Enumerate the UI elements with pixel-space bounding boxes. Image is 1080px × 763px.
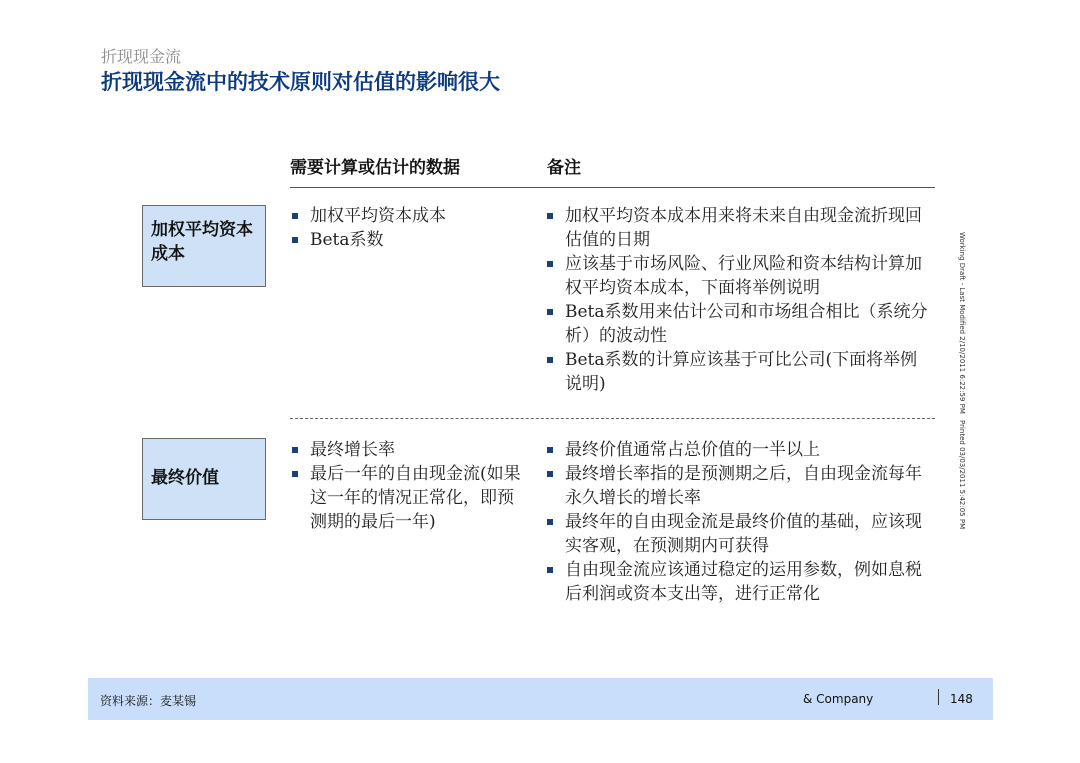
row-label-terminal-value: 最终价值: [142, 438, 266, 520]
page-title: 折现现金流中的技术原则对估值的影响很大: [101, 70, 500, 94]
working-draft-note: Working Draft - Last Modified 2/10/2011 6:22:59 PM: [958, 232, 966, 414]
list-item: 最终价值通常占总价值的一半以上: [545, 438, 930, 462]
list-item: 最后一年的自由现金流(如果这一年的情况正常化，即预测期的最后一年): [290, 462, 522, 534]
row2-data-list: [290, 438, 522, 534]
row2-notes-list: [545, 438, 930, 606]
row1-data-list: [290, 204, 520, 252]
list-item: Beta系数用来估计公司和市场组合相比（系统分析）的波动性: [545, 300, 930, 348]
list-item: 加权平均资本成本: [290, 204, 520, 228]
list-item: Beta系数: [290, 228, 520, 252]
list-item: 最终增长率: [290, 438, 522, 462]
header-divider: [290, 187, 935, 188]
list-item: 最终增长率指的是预测期之后，自由现金流每年永久增长的增长率: [545, 462, 930, 510]
page-divider: [938, 689, 939, 705]
page-number: 148: [950, 692, 973, 706]
list-item: Beta系数的计算应该基于可比公司(下面将举例说明): [545, 348, 930, 396]
list-item: 应该基于市场风险、行业风险和资本结构计算加权平均资本成本，下面将举例说明: [545, 252, 930, 300]
list-item: 加权平均资本成本用来将未来自由现金流折现回估值的日期: [545, 204, 930, 252]
company-name: & Company: [803, 692, 874, 706]
section-subtitle: 折现现金流: [101, 47, 182, 66]
column-header-data: 需要计算或估计的数据: [290, 158, 460, 178]
row1-notes-list: [545, 204, 930, 396]
row-divider: [290, 418, 935, 419]
list-item: 最终年的自由现金流是最终价值的基础，应该现实客观，在预测期内可获得: [545, 510, 930, 558]
column-header-notes: 备注: [547, 158, 581, 178]
source-note: 资料来源：麦某锡: [100, 694, 197, 708]
row-label-wacc: 加权平均资本成本: [142, 205, 266, 287]
printed-note: Printed 03/03/2011 5:42:05 PM: [958, 420, 966, 530]
list-item: 自由现金流应该通过稳定的运用参数，例如息税后利润或资本支出等，进行正常化: [545, 558, 930, 606]
draft-side-note: [954, 232, 996, 532]
